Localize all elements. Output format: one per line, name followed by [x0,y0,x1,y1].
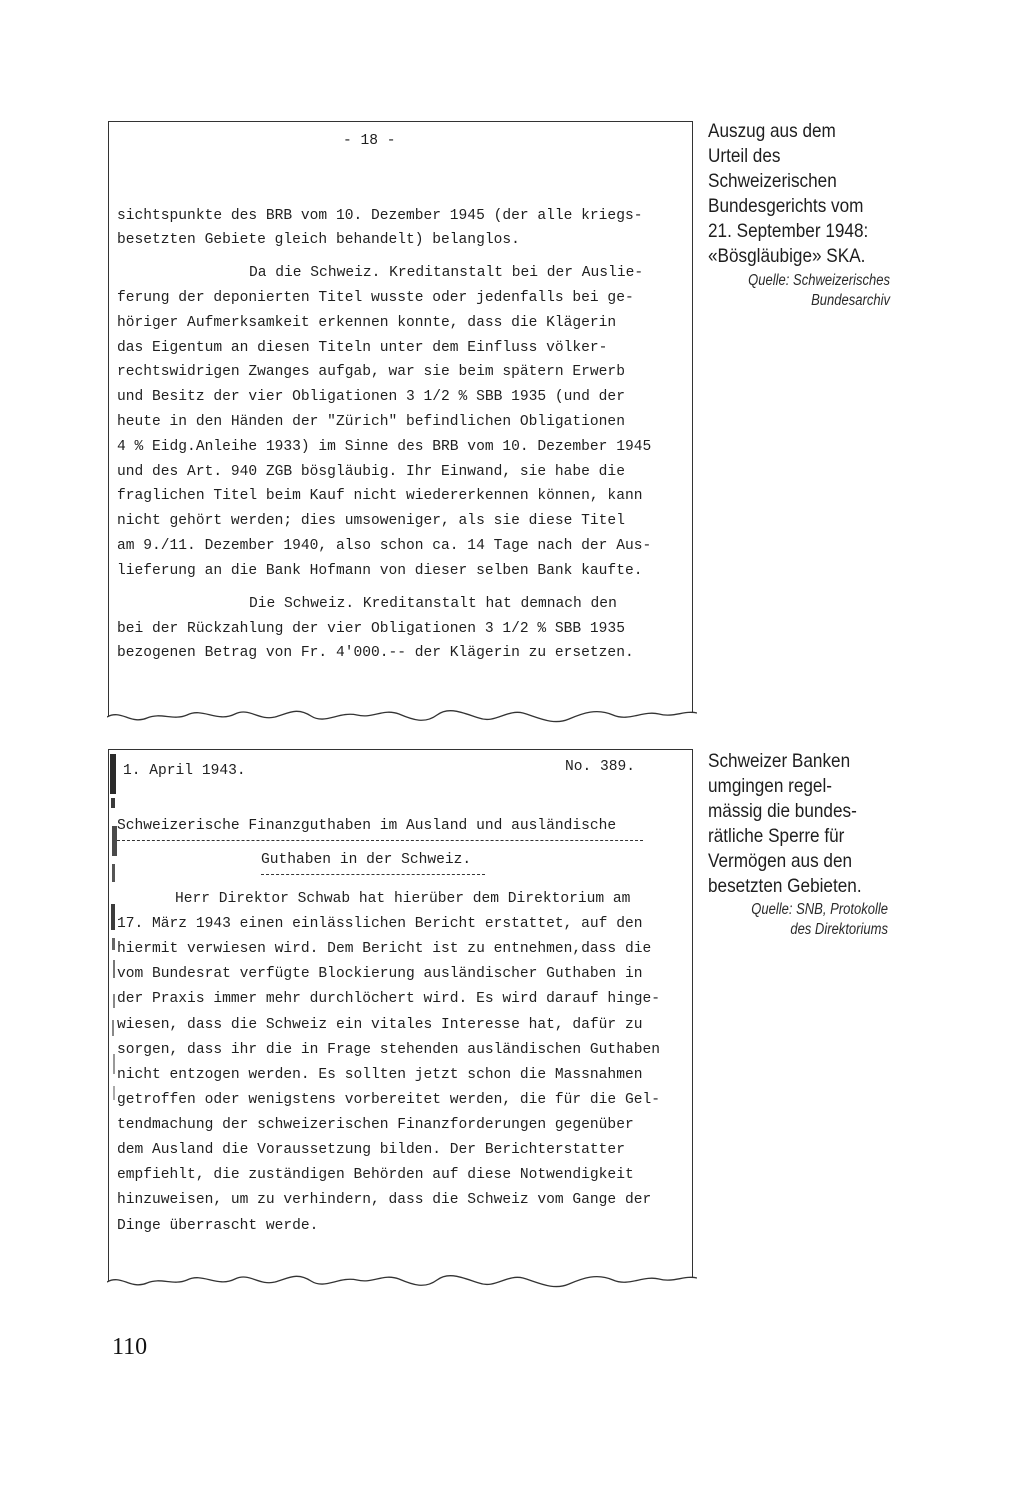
document-line: bei der Rückzahlung der vier Obligationen 3 1/2 % SBB 1935 [117,621,625,637]
protocol-number: No. 389. [565,759,636,775]
document-page-label: - 18 - [343,133,396,149]
document-line: höriger Aufmerksamkeit erkennen konnte, dass die Klägerin [117,315,617,331]
document-line: wiesen, dass die Schweiz ein vitales Interesse hat, dafür zu [117,1017,643,1033]
document-line: Dinge überrascht werde. [117,1218,319,1234]
document-line: rechtswidrigen Zwanges aufgab, war sie beim spätern Erwerb [117,364,625,380]
heading-underline [117,840,643,841]
document-line: hinzuweisen, um zu verhindern, dass die Schweiz vom Gange der [117,1192,652,1208]
document-line: Die Schweiz. Kreditanstalt hat demnach den [249,596,617,612]
scan-edge-shadow [106,754,122,1144]
document-line: der Praxis immer mehr durchlöchert wird. Es wird darauf hinge- [117,991,660,1007]
document-line: hiermit verwiesen wird. Dem Bericht ist zu entnehmen,dass die [117,941,652,957]
snb-protocol-excerpt [108,749,693,1284]
document-line: 4 % Eidg.Anleihe 1933) im Sinne des BRB vom 10. Dezember 1945 [117,439,652,455]
document-line: heute in den Händen der "Zürich" befindlichen Obligationen [117,414,625,430]
source-line: Bundesarchiv [811,292,890,309]
caption-snb-protocol [708,749,884,899]
document-line: sorgen, dass ihr die in Frage stehenden ausländischen Guthaben [117,1042,660,1058]
document-line: sichtspunkte des BRB vom 10. Dezember 1945 (der alle kriegs- [117,208,643,224]
caption-line: Auszug aus dem [708,120,836,142]
torn-edge [107,705,697,733]
source-line: des Direktoriums [790,921,888,938]
caption-line: umgingen regel- [708,775,833,797]
caption-line: Schweizerischen [708,170,837,192]
document-line: vom Bundesrat verfügte Blockierung ausländischer Guthaben in [117,966,643,982]
document-line: und Besitz der vier Obligationen 3 1/2 % SBB 1935 (und der [117,389,625,405]
document-line: und des Art. 940 ZGB bösgläubig. Ihr Einwand, sie habe die [117,464,625,480]
document-line: empfiehlt, die zuständigen Behörden auf diese Notwendigkeit [117,1167,634,1183]
court-ruling-excerpt [108,121,693,719]
document-line: nicht entzogen werden. Es sollten jetzt schon die Massnahmen [117,1067,643,1083]
protocol-heading: Schweizerische Finanzguthaben im Ausland und ausländische [117,818,617,834]
document-line: das Eigentum an diesen Titeln unter dem Einfluss völker- [117,340,608,356]
caption-line: 21. September 1948: [708,220,869,242]
document-line: Da die Schweiz. Kreditanstalt bei der Auslie- [249,265,644,281]
caption-source [737,900,888,940]
protocol-heading: Guthaben in der Schweiz. [261,852,472,868]
heading-underline [261,874,485,875]
document-line: ferung der deponierten Titel wusste oder jedenfalls bei ge- [117,290,634,306]
torn-edge [107,1270,697,1298]
caption-line: Bundesgerichts vom [708,195,864,217]
document-line: am 9./11. Dezember 1940, also schon ca. 14 Tage nach der Aus- [117,538,652,554]
page-number: 110 [112,1334,148,1360]
caption-line: mässig die bundes- [708,800,857,822]
document-line: lieferung an die Bank Hofmann von dieser selben Bank kaufte. [117,563,643,579]
caption-source [739,271,890,311]
document-line: 17. März 1943 einen einlässlichen Bericht erstattet, auf den [117,916,643,932]
caption-line: Urteil des [708,145,781,167]
document-line: fraglichen Titel beim Kauf nicht wiedererkennen können, kann [117,488,643,504]
document-line: Herr Direktor Schwab hat hierüber dem Direktorium am [175,891,631,907]
caption-line: rätliche Sperre für [708,825,845,847]
document-line: getroffen oder wenigstens vorbereitet werden, die für die Gel- [117,1092,660,1108]
source-line: Quelle: Schweizerisches [748,272,890,289]
source-line: Quelle: SNB, Protokolle [751,901,888,918]
caption-line: Schweizer Banken [708,750,851,772]
document-line: bezogenen Betrag von Fr. 4'000.-- der Klägerin zu ersetzen. [117,645,634,661]
caption-line: «Bösgläubige» SKA. [708,245,866,267]
caption-line: besetzten Gebieten. [708,875,862,897]
document-line: nicht gehört werden; dies umsoweniger, als sie diese Titel [117,513,625,529]
caption-line: Vermögen aus den [708,850,853,872]
document-line: dem Ausland die Voraussetzung bilden. Der Berichterstatter [117,1142,625,1158]
document-line: tendmachung der schweizerischen Finanzforderungen gegenüber [117,1117,634,1133]
protocol-date: 1. April 1943. [123,763,246,779]
caption-court-ruling [708,119,884,269]
document-line: besetzten Gebiete gleich behandelt) belanglos. [117,232,520,248]
